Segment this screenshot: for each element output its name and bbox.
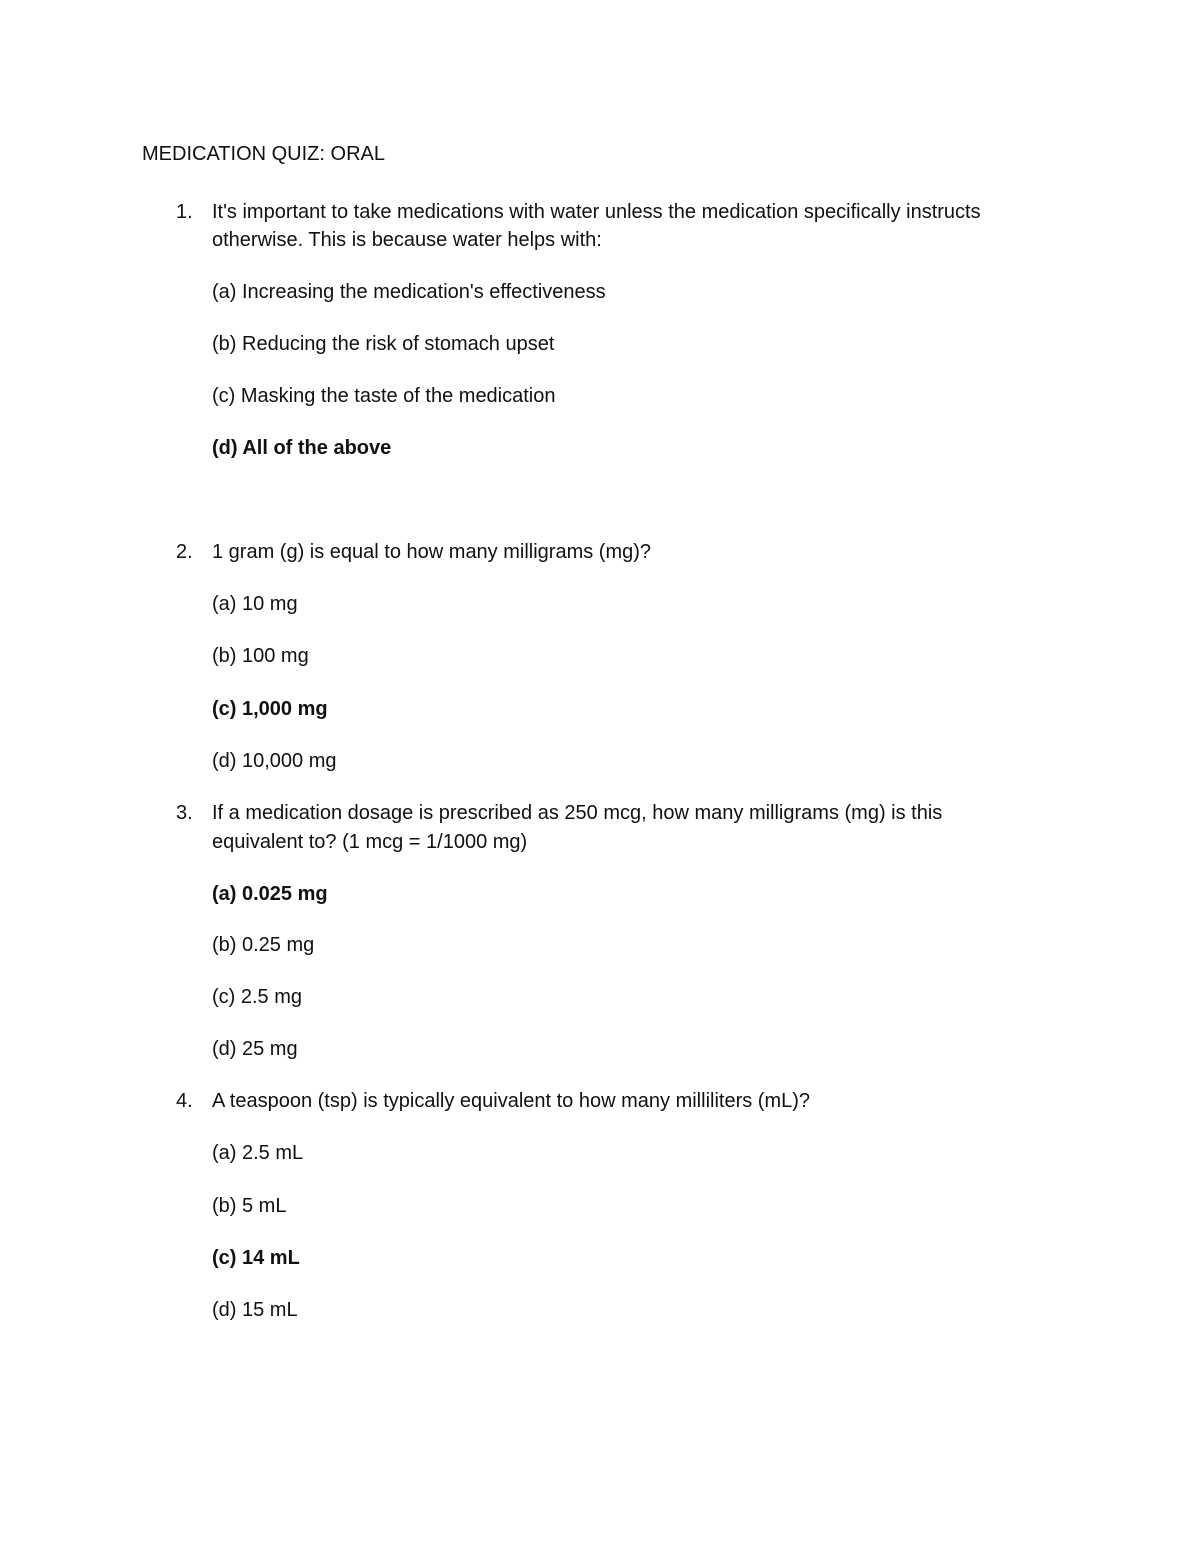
question-number: 3. [176,802,193,824]
answer-option-d: (d) 15 mL [212,1299,298,1321]
question-text-line: It's important to take medications with water unless the medication specifically instructs [212,201,981,223]
question-text-line: 1 gram (g) is equal to how many milligrams (mg)? [212,541,652,563]
question-text-line: If a medication dosage is prescribed as 250 mcg, how many milligrams (mg) is this [212,802,943,824]
answer-option-d-correct: (d) All of the above [212,437,392,459]
question-text-line: otherwise. This is because water helps with: [212,229,602,251]
question-text-line: A teaspoon (tsp) is typically equivalent to how many milliliters (mL)? [212,1090,811,1112]
answer-option-c-correct: (c) 1,000 mg [212,698,328,720]
answer-option-a: (a) 2.5 mL [212,1142,304,1164]
answer-option-c-correct: (c) 14 mL [212,1247,300,1269]
answer-option-a: (a) Increasing the medication's effectiveness [212,281,606,303]
answer-option-c: (c) 2.5 mg [212,986,303,1008]
question-text-line: equivalent to? (1 mcg = 1/1000 mg) [212,831,528,853]
page-title: MEDICATION QUIZ: ORAL [142,143,385,165]
answer-option-d: (d) 25 mg [212,1038,298,1060]
answer-option-d: (d) 10,000 mg [212,750,337,772]
question-number: 1. [176,201,193,223]
answer-option-b: (b) 0.25 mg [212,934,315,956]
question-number: 4. [176,1090,193,1112]
answer-option-c: (c) Masking the taste of the medication [212,385,556,407]
answer-option-b: (b) 5 mL [212,1195,287,1217]
answer-option-a-correct: (a) 0.025 mg [212,883,328,905]
answer-option-b: (b) Reducing the risk of stomach upset [212,333,555,355]
question-number: 2. [176,541,193,563]
answer-option-b: (b) 100 mg [212,645,309,667]
answer-option-a: (a) 10 mg [212,593,298,615]
